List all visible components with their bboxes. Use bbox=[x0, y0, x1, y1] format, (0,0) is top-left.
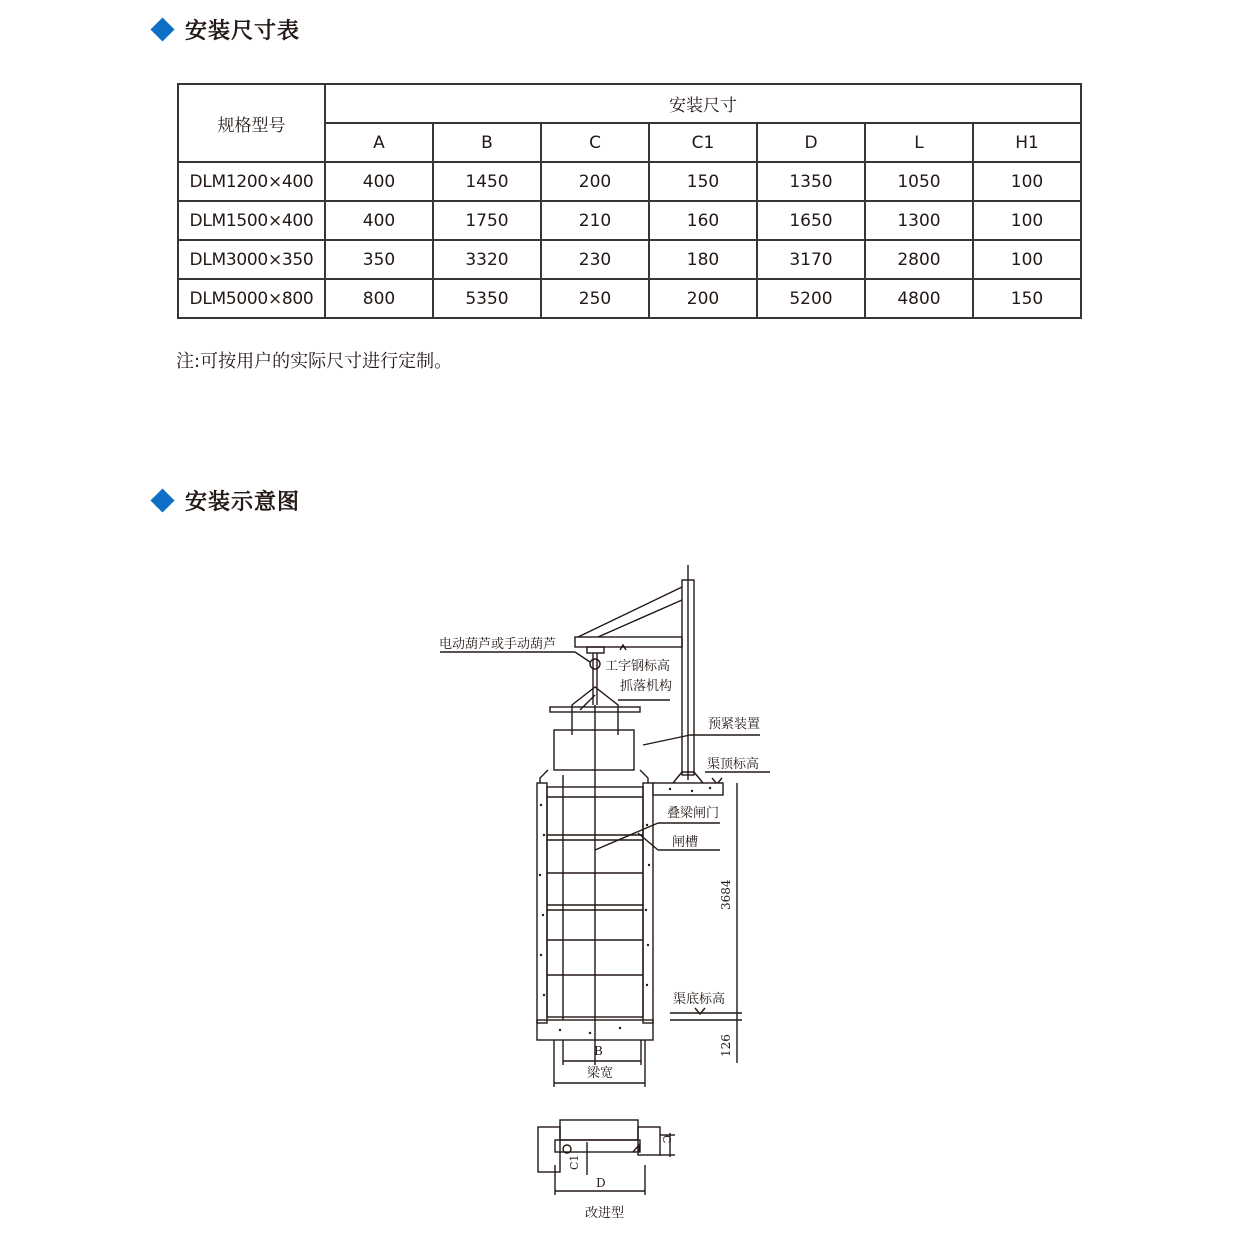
installation-diagram bbox=[430, 565, 790, 1235]
model-cell: DLM5000×800 bbox=[178, 279, 325, 318]
channel-top-elevation-label: 渠顶标高 bbox=[707, 757, 760, 772]
column-header: H1 bbox=[973, 123, 1081, 162]
c1-dimension: C1 bbox=[568, 1154, 581, 1170]
channel-bottom-elevation-label: 渠底标高 bbox=[673, 992, 726, 1007]
model-cell: DLM3000×350 bbox=[178, 240, 325, 279]
d-dimension: D bbox=[596, 1176, 606, 1190]
value-cell: 1450 bbox=[433, 162, 541, 201]
value-cell: 100 bbox=[973, 162, 1081, 201]
value-cell: 350 bbox=[325, 240, 433, 279]
column-header: D bbox=[757, 123, 865, 162]
value-cell: 5350 bbox=[433, 279, 541, 318]
model-cell: DLM1500×400 bbox=[178, 201, 325, 240]
value-cell: 1350 bbox=[757, 162, 865, 201]
value-cell: 100 bbox=[973, 240, 1081, 279]
hoist-label: 电动葫芦或手动葫芦 bbox=[439, 637, 557, 652]
table-row bbox=[178, 279, 1081, 318]
customization-note: 注:可按用户的实际尺寸进行定制。 bbox=[176, 351, 453, 372]
value-cell: 1650 bbox=[757, 201, 865, 240]
diamond-bullet-icon bbox=[150, 17, 174, 41]
dimensions-title-text: 安装尺寸表 bbox=[185, 18, 301, 44]
gate-slot-label: 闸槽 bbox=[672, 835, 699, 850]
ibeam-elevation-label: 工字钢标高 bbox=[605, 659, 671, 674]
value-cell: 210 bbox=[541, 201, 649, 240]
value-cell: 150 bbox=[649, 162, 757, 201]
value-cell: 2800 bbox=[865, 240, 973, 279]
beam-width-label: 梁宽 bbox=[587, 1066, 614, 1081]
dimensions-group-header: 安装尺寸 bbox=[325, 84, 1081, 123]
value-cell: 1050 bbox=[865, 162, 973, 201]
pretension-device-label: 预紧装置 bbox=[708, 717, 761, 732]
value-cell: 1750 bbox=[433, 201, 541, 240]
column-header: B bbox=[433, 123, 541, 162]
value-cell: 150 bbox=[973, 279, 1081, 318]
value-cell: 5200 bbox=[757, 279, 865, 318]
column-header: L bbox=[865, 123, 973, 162]
column-header: C1 bbox=[649, 123, 757, 162]
table-row bbox=[178, 201, 1081, 240]
grab-mechanism-label: 抓落机构 bbox=[620, 679, 673, 694]
value-cell: 100 bbox=[973, 201, 1081, 240]
value-cell: 3170 bbox=[757, 240, 865, 279]
b-dimension: B bbox=[594, 1044, 603, 1058]
table-row bbox=[178, 240, 1081, 279]
diagram-section-title bbox=[150, 485, 300, 515]
diamond-bullet-icon bbox=[150, 488, 174, 512]
column-header: A bbox=[325, 123, 433, 162]
base-dimension: 126 bbox=[719, 1034, 733, 1057]
value-cell: 400 bbox=[325, 162, 433, 201]
dimensions-table bbox=[177, 83, 1082, 319]
value-cell: 1300 bbox=[865, 201, 973, 240]
model-header: 规格型号 bbox=[178, 84, 325, 162]
value-cell: 3320 bbox=[433, 240, 541, 279]
improved-type-label: 改进型 bbox=[585, 1206, 625, 1221]
model-cell: DLM1200×400 bbox=[178, 162, 325, 201]
value-cell: 230 bbox=[541, 240, 649, 279]
value-cell: 160 bbox=[649, 201, 757, 240]
height-dimension: 3684 bbox=[719, 879, 733, 910]
table-row bbox=[178, 162, 1081, 201]
diagram-title-text: 安装示意图 bbox=[185, 489, 301, 515]
dimensions-section-title bbox=[150, 14, 300, 44]
value-cell: 4800 bbox=[865, 279, 973, 318]
c-dimension: C bbox=[660, 1135, 673, 1144]
value-cell: 200 bbox=[649, 279, 757, 318]
column-header: C bbox=[541, 123, 649, 162]
value-cell: 250 bbox=[541, 279, 649, 318]
value-cell: 400 bbox=[325, 201, 433, 240]
value-cell: 200 bbox=[541, 162, 649, 201]
value-cell: 800 bbox=[325, 279, 433, 318]
stoplog-gate-label: 叠梁闸门 bbox=[667, 806, 720, 821]
value-cell: 180 bbox=[649, 240, 757, 279]
